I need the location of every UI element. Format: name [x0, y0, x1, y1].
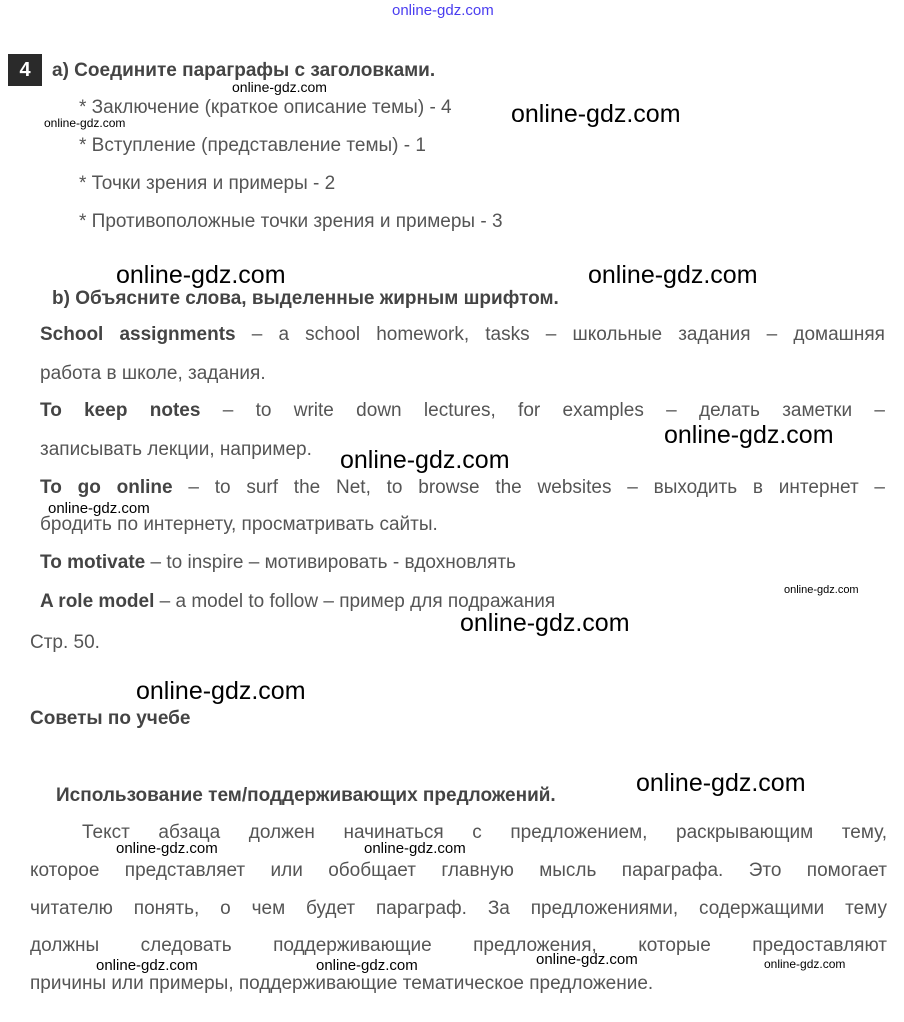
part-a-item: * Вступление (представление темы) - 1: [79, 135, 426, 156]
watermark: online-gdz.com: [764, 957, 846, 971]
watermark: online-gdz.com: [232, 79, 327, 95]
watermark: online-gdz.com: [48, 500, 150, 517]
part-a-item: * Точки зрения и примеры - 2: [79, 173, 336, 194]
watermark: online-gdz.com: [316, 957, 418, 974]
watermark: online-gdz.com: [536, 951, 638, 968]
entry-definition: – to write down lectures, for examples – делать заметки –: [200, 400, 885, 421]
section-title: Советы по учебе: [30, 708, 191, 729]
watermark: online-gdz.com: [636, 769, 806, 797]
watermark: online-gdz.com: [44, 116, 126, 130]
watermark: online-gdz.com: [460, 609, 630, 637]
watermark: online-gdz.com: [136, 677, 306, 705]
watermark: online-gdz.com: [116, 840, 218, 857]
watermark: online-gdz.com: [364, 840, 466, 857]
entry-continuation: бродить по интернету, просматривать сайты.: [40, 514, 438, 535]
entry-line: [40, 400, 885, 422]
entry-definition: – to surf the Net, to browse the websites – выходить в интернет –: [172, 477, 886, 498]
entry-line: [40, 324, 885, 346]
subsection-title: Использование тем/поддерживающих предложений.: [56, 785, 556, 806]
paragraph-line: причины или примеры, поддерживающие тематическое предложение.: [30, 973, 654, 994]
entry-term: To keep notes: [40, 400, 201, 421]
entry-term: To motivate: [40, 552, 146, 573]
part-a-heading: a) Соедините параграфы с заголовками.: [52, 60, 436, 81]
part-a-item: * Противоположные точки зрения и примеры - 3: [79, 211, 503, 232]
task-number-badge: 4: [8, 54, 42, 86]
page-reference: Стр. 50.: [30, 632, 100, 653]
watermark: online-gdz.com: [96, 957, 198, 974]
entry-continuation: записывать лекции, например.: [40, 439, 312, 460]
watermark: online-gdz.com: [664, 421, 834, 449]
entry-definition: – a school homework, tasks – школьные задания – домашняя: [235, 324, 885, 345]
entry-line: [40, 552, 516, 574]
part-b-heading: b) Объясните слова, выделенные жирным шрифтом.: [52, 288, 559, 309]
entry-definition: – a model to follow – пример для подражания: [154, 591, 556, 612]
entry-term: A role model: [40, 591, 155, 612]
entry-line: [40, 477, 885, 499]
watermark: online-gdz.com: [784, 584, 859, 596]
entry-term: To go online: [40, 477, 173, 498]
paragraph-line: должны следовать поддерживающие предложения, которые предоставляют: [30, 935, 887, 956]
paragraph-line: которое представляет или обобщает главную мысль параграфа. Это помогает: [30, 860, 887, 881]
header-watermark: online-gdz.com: [392, 2, 494, 19]
watermark: online-gdz.com: [340, 446, 510, 474]
watermark: online-gdz.com: [511, 100, 681, 128]
entry-term: School assignments: [40, 324, 236, 345]
entry-definition: – to inspire – мотивировать - вдохновлять: [145, 552, 516, 573]
watermark: online-gdz.com: [116, 261, 286, 289]
paragraph-line: читателю понять, о чем будет параграф. За предложениями, содержащими тему: [30, 898, 887, 919]
paragraph-line: Текст абзаца должен начинаться с предложением, раскрывающим тему,: [82, 822, 887, 843]
part-a-item: * Заключение (краткое описание темы) - 4: [79, 97, 452, 118]
watermark: online-gdz.com: [588, 261, 758, 289]
entry-continuation: работа в школе, задания.: [40, 363, 266, 384]
